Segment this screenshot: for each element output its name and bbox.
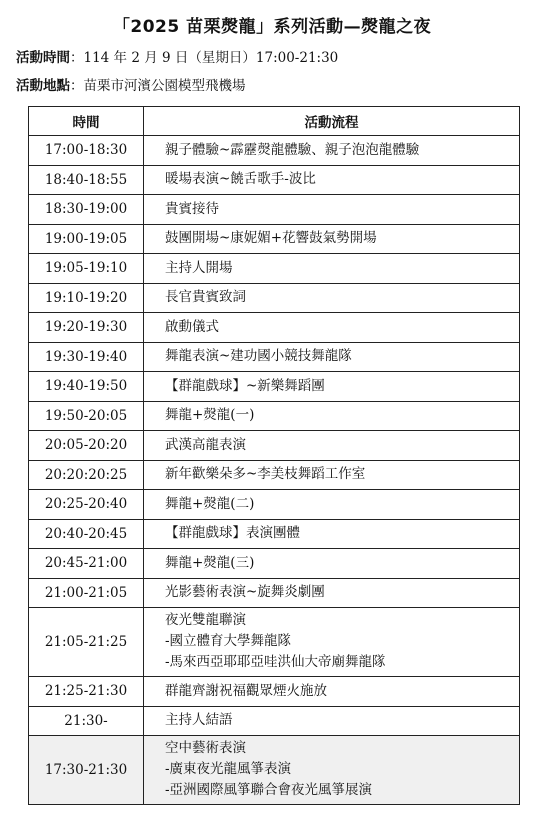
program-line: 親子體驗~霹靂㷫龍體驗、親子泡泡龍體驗 <box>165 141 420 158</box>
program-line: 主持人結語 <box>165 712 233 729</box>
table-row <box>29 372 520 402</box>
time-cell: 19:05-19:10 <box>29 254 144 284</box>
time-cell: 19:20-19:30 <box>29 313 144 343</box>
table-row <box>29 549 520 579</box>
table-header-row <box>29 107 520 136</box>
event-location-value: ：苗栗市河濱公園模型飛機場 <box>70 78 246 94</box>
program-cell <box>144 460 520 490</box>
table-row <box>29 431 520 461</box>
event-time <box>16 46 338 66</box>
time-cell: 20:05-20:20 <box>29 431 144 461</box>
table-row <box>29 165 520 195</box>
program-cell <box>144 519 520 549</box>
program-cell <box>144 549 520 579</box>
program-cell <box>144 490 520 520</box>
program-cell <box>144 578 520 608</box>
time-cell: 19:10-19:20 <box>29 283 144 313</box>
program-line: 夜光雙龍聯演 <box>165 612 246 628</box>
table-row <box>29 519 520 549</box>
time-cell: 21:05-21:25 <box>29 608 144 677</box>
program-cell <box>144 706 520 736</box>
program-cell <box>144 313 520 343</box>
program-line: -廣東夜光龍風箏表演 <box>165 761 292 777</box>
time-cell: 17:30-21:30 <box>29 736 144 805</box>
time-cell: 21:30- <box>29 706 144 736</box>
table-row <box>29 490 520 520</box>
header-time: 時間 <box>29 107 144 136</box>
time-cell: 19:00-19:05 <box>29 224 144 254</box>
table-row <box>29 136 520 166</box>
table-row <box>29 254 520 284</box>
table-row <box>29 313 520 343</box>
time-cell: 20:25-20:40 <box>29 490 144 520</box>
program-line: -亞洲國際風箏聯合會夜光風箏展演 <box>165 782 373 798</box>
table-row <box>29 195 520 225</box>
program-line: 【群龍戲球】表演團體 <box>165 525 300 542</box>
program-line: -國立體育大學舞龍隊 <box>165 633 292 649</box>
program-line: 群龍齊謝祝福觀眾煙火施放 <box>165 682 327 699</box>
table-row <box>29 608 520 677</box>
program-cell <box>144 165 520 195</box>
program-line: 舞龍+㷫龍(二) <box>165 495 255 512</box>
event-location-label: 活動地點 <box>16 78 70 94</box>
table-row <box>29 224 520 254</box>
program-line: 啟動儀式 <box>165 318 219 335</box>
program-line: 舞龍表演~建功國小競技舞龍隊 <box>165 348 352 365</box>
program-line: 光影藝術表演~旋舞炎劇團 <box>165 584 325 601</box>
time-cell: 18:30-19:00 <box>29 195 144 225</box>
time-cell: 21:25-21:30 <box>29 677 144 707</box>
program-cell <box>144 136 520 166</box>
program-line: 新年歡樂朵多~李美枝舞蹈工作室 <box>165 466 366 483</box>
table-row <box>29 706 520 736</box>
page-title: 「2025 苗栗㷫龍」系列活動—㷫龍之夜 <box>112 17 432 37</box>
time-cell: 20:20:20:25 <box>29 460 144 490</box>
program-line: 舞龍+㷫龍(三) <box>165 554 255 571</box>
schedule-table <box>28 106 520 805</box>
table-row <box>29 342 520 372</box>
time-cell: 20:40-20:45 <box>29 519 144 549</box>
time-cell: 21:00-21:05 <box>29 578 144 608</box>
program-line: -馬來西亞耶耶亞哇洪仙大帝廟舞龍隊 <box>165 654 386 670</box>
program-cell <box>144 283 520 313</box>
program-cell <box>144 195 520 225</box>
time-cell: 20:45-21:00 <box>29 549 144 579</box>
program-line: 【群龍戲球】~新樂舞蹈團 <box>165 377 325 394</box>
program-line: 貴賓接待 <box>165 200 219 217</box>
table-row <box>29 578 520 608</box>
program-cell <box>144 736 520 805</box>
time-cell: 19:50-20:05 <box>29 401 144 431</box>
time-cell: 17:00-18:30 <box>29 136 144 166</box>
program-cell <box>144 224 520 254</box>
program-line: 長官貴賓致詞 <box>165 289 246 306</box>
program-line: 空中藝術表演 <box>165 740 246 756</box>
event-location <box>16 74 246 94</box>
program-cell <box>144 608 520 677</box>
program-cell <box>144 677 520 707</box>
program-line: 武漢高龍表演 <box>165 436 246 453</box>
table-row <box>29 736 520 805</box>
program-line: 暖場表演~饒舌歌手-波比 <box>165 171 316 188</box>
time-cell: 19:40-19:50 <box>29 372 144 402</box>
header-program: 活動流程 <box>144 107 520 136</box>
program-cell <box>144 254 520 284</box>
event-time-value: ：114 年 2 月 9 日（星期日）17:00-21:30 <box>70 50 339 66</box>
program-cell <box>144 372 520 402</box>
time-cell: 18:40-18:55 <box>29 165 144 195</box>
table-row <box>29 677 520 707</box>
table-row <box>29 460 520 490</box>
program-line: 鼓團開場~康妮媚+花響鼓氣勢開場 <box>165 230 377 247</box>
event-time-label: 活動時間 <box>16 50 70 66</box>
program-line: 主持人開場 <box>165 259 233 276</box>
program-cell <box>144 401 520 431</box>
table-row <box>29 401 520 431</box>
program-cell <box>144 431 520 461</box>
program-cell <box>144 342 520 372</box>
table-row <box>29 283 520 313</box>
time-cell: 19:30-19:40 <box>29 342 144 372</box>
program-line: 舞龍+㷫龍(一) <box>165 407 255 424</box>
